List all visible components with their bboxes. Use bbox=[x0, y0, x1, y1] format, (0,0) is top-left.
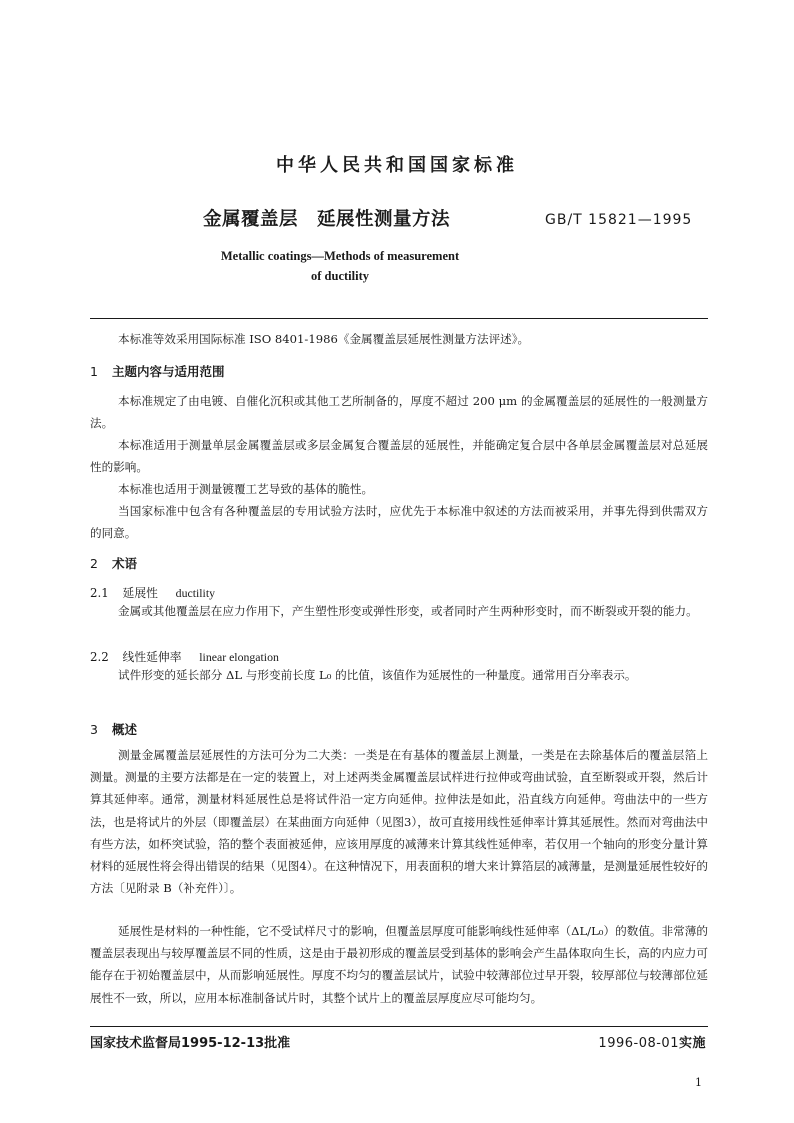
section-title: 概述 bbox=[112, 722, 138, 737]
term-definition: 试件形变的延长部分 ΔL 与形变前长度 L₀ 的比值，该值作为延展性的一种量度。通常用百分率表示。 bbox=[118, 668, 637, 682]
term-2-2-heading bbox=[90, 648, 708, 665]
title-en-line1: Metallic coatings—Methods of measurement bbox=[220, 249, 460, 263]
term-2-1-heading bbox=[90, 584, 708, 601]
title-en-line2: of ductility bbox=[311, 269, 369, 283]
section-1-heading bbox=[90, 362, 708, 380]
standard-code: GB/T 15821—1995 bbox=[545, 212, 693, 228]
approval-line: 国家技术监督局1995-12-13批准 bbox=[90, 1036, 291, 1051]
section-number: 2 bbox=[90, 556, 98, 571]
section-title: 主题内容与适用范围 bbox=[112, 364, 225, 379]
term-number: 2.2 bbox=[90, 650, 109, 664]
term-name: 延展性 bbox=[122, 586, 158, 600]
standard-name: 中华人民共和国国家标准 bbox=[276, 155, 518, 176]
effective-label: 实施 bbox=[678, 1036, 706, 1051]
section-3-paragraph: 延展性是材料的一种性能，它不受试样尺寸的影响，但覆盖层厚度可能影响线性延伸率（ΔL/L₀）的数值。非常薄的覆盖层表现出与较厚覆盖层不同的性质，这是由于最初形成的覆盖层受到基体的影响会产生晶体取向生长，高的内应力可能存在于初始覆盖层中，从而影响延展性。厚度不均匀的覆盖层试片，试验中较薄部位过早开裂，较厚部位与较薄部位延展性不一致，所以，应用本标准制备试片时，其整个试片上的覆盖层厚度应尽可能均匀。 bbox=[90, 924, 708, 1005]
effective-line bbox=[598, 1032, 706, 1051]
document-title-cn: 金属覆盖层 延展性测量方法 bbox=[203, 209, 451, 230]
section-number: 1 bbox=[90, 364, 98, 379]
section-title: 术语 bbox=[112, 556, 138, 571]
term-definition: 金属或其他覆盖层在应力作用下，产生塑性形变或弹性形变，或者同时产生两种形变时，而不断裂或开裂的能力。 bbox=[118, 604, 698, 618]
section-1-paragraph: 本标准也适用于测量镀覆工艺导致的基体的脆性。 bbox=[118, 482, 374, 496]
section-1-paragraph: 本标准规定了由电镀、自催化沉积或其他工艺所制备的，厚度不超过 200 μm 的金属覆盖层的延展性的一般测量方法。 bbox=[90, 394, 708, 431]
effective-date: 1996-08-01 bbox=[598, 1036, 679, 1051]
term-name-en: ductility bbox=[175, 586, 215, 600]
section-number: 3 bbox=[90, 722, 98, 737]
page-number: 1 bbox=[695, 1076, 702, 1089]
footer-rule bbox=[90, 1026, 708, 1027]
header-rule bbox=[90, 318, 708, 319]
section-1-paragraph: 本标准适用于测量单层金属覆盖层或多层金属复合覆盖层的延展性，并能确定复合层中各单层金属覆盖层对总延展性的影响。 bbox=[90, 438, 708, 475]
section-3-paragraph: 测量金属覆盖层延展性的方法可分为二大类：一类是在有基体的覆盖层上测量，一类是在去除基体后的覆盖层箔上测量。测量的主要方法都是在一定的装置上，对上述两类金属覆盖层试样进行拉伸或弯曲试验，直至断裂或开裂，然后计算其延伸率。通常，测量材料延展性总是将试件沿一定方向延伸。拉伸法是如此，沿直线方向延伸。弯曲法中的一些方法，也是将试片的外层（即覆盖层）在某曲面方向延伸（见图3），故可直接用线性延伸率计算其延展性。然而对弯曲法中有些方法，如杯突试验，箔的整个表面被延伸，应该用厚度的减薄来计算其线性延伸率，若仅用一个轴向的形变分量计算材料的延展性将会得出错误的结果（见图4）。在这种情况下，用表面积的增大来计算箔层的减薄量，是测量延展性较好的方法〔见附录 B（补充件）〕。 bbox=[90, 748, 708, 896]
term-name: 线性延伸率 bbox=[122, 650, 182, 664]
term-number: 2.1 bbox=[90, 586, 109, 600]
term-name-en: linear elongation bbox=[199, 650, 279, 664]
document-title-en bbox=[170, 246, 510, 286]
section-1-paragraph: 当国家标准中包含有各种覆盖层的专用试验方法时，应优先于本标准中叙述的方法而被采用，并事先得到供需双方的同意。 bbox=[90, 504, 708, 541]
intro-paragraph: 本标准等效采用国际标准 ISO 8401-1986《金属覆盖层延展性测量方法评述》。 bbox=[118, 332, 530, 346]
section-3-heading bbox=[90, 720, 708, 738]
section-2-heading bbox=[90, 554, 708, 572]
